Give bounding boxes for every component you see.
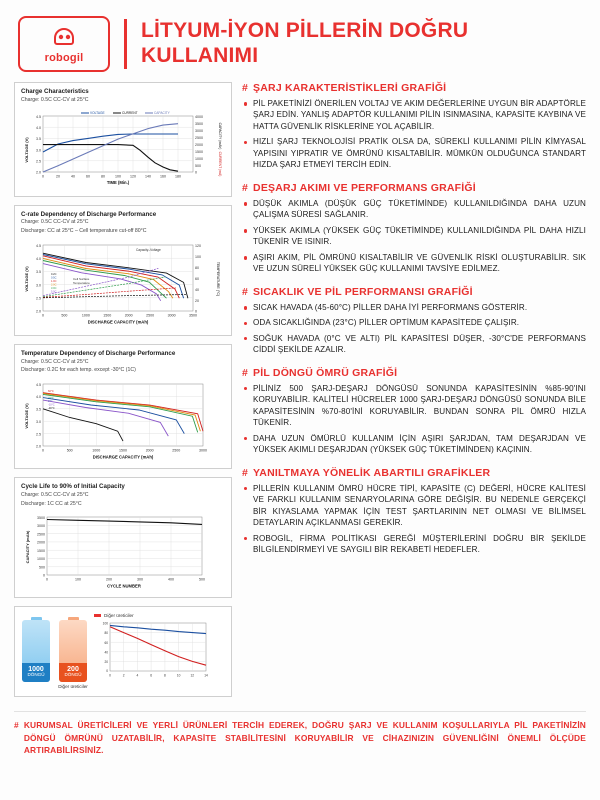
svg-text:3500: 3500 (37, 516, 45, 521)
chart-charge-characteristics (14, 82, 232, 197)
svg-text:2: 2 (122, 673, 125, 678)
svg-text:Cell Surface: Cell Surface (73, 276, 90, 281)
section-heading (242, 467, 586, 479)
svg-text:2500: 2500 (195, 135, 203, 140)
svg-text:3000: 3000 (37, 524, 45, 529)
svg-text:VOLTAGE (V): VOLTAGE (V) (24, 403, 29, 429)
list-item: PİLLERİN KULLANIM ÖMRÜ HÜCRE TİPİ, KAPASİTE (C) DEĞERİ, HÜCRE KALİTESİ VE FARKLI KULLANIM SENARYOLARINA GÖRE DEĞİŞİR. BU NEDENLE GERÇEKÇİ BİR KIYASLAMA YAPMAK İÇİN TEST ŞARTLARININ NET OLMASI VE BİLİMSEL DETAYLARIN AÇIKLANMASI GEREKİR. (242, 483, 586, 529)
svg-text:300: 300 (137, 577, 143, 582)
svg-text:3.0C: 3.0C (51, 286, 57, 290)
svg-text:TIME (Min.): TIME (Min.) (106, 179, 130, 185)
svg-text:0: 0 (42, 448, 44, 453)
svg-text:4.5: 4.5 (36, 382, 41, 387)
svg-text:0.5C: 0.5C (51, 276, 57, 280)
charts-column (14, 82, 232, 705)
section-desarj-akimi (242, 182, 586, 275)
svg-text:60: 60 (195, 276, 199, 281)
svg-text:CYCLE NUMBER: CYCLE NUMBER (107, 583, 141, 589)
svg-text:2.0: 2.0 (36, 170, 41, 174)
svg-text:4: 4 (136, 673, 139, 678)
robot-head-icon (51, 25, 77, 50)
svg-text:500: 500 (61, 313, 68, 318)
svg-text:Temperature: Temperature (73, 280, 90, 285)
svg-text:1000: 1000 (195, 156, 203, 161)
svg-text:2.5: 2.5 (36, 159, 41, 164)
battery-comparison-card (14, 606, 232, 697)
chart-subtitle-2: Discharge: 0.2C for each temp. except -30°C (1C) (21, 367, 136, 374)
chart-canvas (94, 619, 212, 685)
svg-text:20: 20 (195, 298, 199, 303)
svg-text:2500: 2500 (37, 532, 45, 537)
list-item: HIZLI ŞARJ TEKNOLOJİSİ PRATİK OLSA DA, SÜREKLİ KULLANIMI PİLİN KİMYASAL YAPISINI YIPRATIR VE ÖMRÜNÜ KISALTABİLİR. MÜMKÜN OLDUĞUNCA STANDART HIZDA ŞARJ ETMEYİ TERCİH EDİN. (242, 136, 586, 170)
svg-text:80: 80 (101, 174, 105, 178)
svg-text:VOLTAGE (V): VOLTAGE (V) (24, 136, 29, 163)
list-item: DÜŞÜK AKIMLA (DÜŞÜK GÜÇ TÜKETİMİNDE) KULLANILDIĞINDA DAHA UZUN ÇALIŞMA SÜRESİ SAĞLANIR. (242, 198, 586, 221)
svg-text:3500: 3500 (195, 121, 203, 126)
bullet-list (242, 198, 586, 275)
chart-subtitle-2: Discharge: 1C CC at 25°C (21, 500, 82, 507)
svg-text:23°C: 23°C (48, 396, 54, 400)
svg-text:0: 0 (195, 309, 197, 314)
svg-text:2500: 2500 (146, 313, 155, 318)
svg-text:2.5: 2.5 (36, 432, 41, 437)
svg-text:0: 0 (46, 577, 48, 582)
list-item: PİLİNİZ 500 ŞARJ-DEŞARJ DÖNGÜSÜ SONUNDA KAPASİTESİNİN %85-90'INI KORUYABİLİR. KALİTELİ HÜCRELER 1000 ŞARJ-DEŞARJ DÖNGÜSÜ SONUNDA BİLE KAPASİTESİNİN %70-80'İNİ KORUYABİLİR. BUNDAN SONRA PİL ÖMRÜ HIZLA TÜKENİR. (242, 383, 586, 429)
svg-text:40: 40 (195, 287, 199, 292)
section-yaniltici-grafikler (242, 467, 586, 556)
section-heading (242, 286, 586, 298)
svg-text:10: 10 (176, 673, 181, 678)
chart-subtitle: Charge: 0.5C CC-CV at 25°C (21, 219, 89, 226)
svg-text:500: 500 (199, 577, 205, 582)
list-item: PİL PAKETİNİZİ ÖNERİLEN VOLTAJ VE AKIM DEĞERLERİNE UYGUN BİR ADAPTÖRLE ŞARJ EDİN. YANLIŞ ADAPTÖR KULLANIMI PİLİN ISINMASINA, KAPASİTE KAYBINA VE HATTA GÜVENLİK RİSKLERİNE YOL AÇABİLİR. (242, 98, 586, 132)
battery-robogil (21, 617, 51, 690)
svg-text:60°C: 60°C (48, 390, 54, 393)
svg-text:120: 120 (195, 243, 201, 248)
svg-text:1000: 1000 (92, 448, 101, 453)
chart-title: Charge Characteristics (21, 88, 89, 95)
svg-text:-10°C: -10°C (48, 403, 55, 407)
svg-text:4.5: 4.5 (36, 114, 41, 119)
chart-c-rate-discharge (14, 205, 232, 336)
bullet-list (242, 383, 586, 456)
section-heading-text: DEŞARJ AKIMI VE PERFORMANS GRAFİĞİ (253, 181, 476, 194)
svg-text:3000: 3000 (199, 448, 207, 453)
chart-subtitle: Charge: 0.5C CC-CV at 25°C (21, 358, 89, 365)
svg-text:DISCHARGE CAPACITY (mAh): DISCHARGE CAPACITY (mAh) (87, 319, 149, 325)
svg-text:3000: 3000 (195, 128, 203, 133)
section-heading (242, 367, 586, 379)
svg-text:400: 400 (168, 577, 174, 582)
list-item: ROBOGİL, FİRMA POLİTİKASI GEREĞİ MÜŞTERİLERİNİ DOĞRU BİR ŞEKİLDE BİLGİLENDİRMEYİ VE SAYGILI BİR REKABETİ HEDEFLER. (242, 533, 586, 556)
svg-text:100: 100 (115, 174, 121, 178)
svg-text:100: 100 (75, 577, 81, 582)
svg-text:180: 180 (175, 174, 181, 178)
svg-text:DISCHARGE CAPACITY (mAh): DISCHARGE CAPACITY (mAh) (92, 454, 154, 460)
svg-text:0: 0 (42, 174, 44, 178)
chart-title: C-rate Dependency of Discharge Performance (21, 210, 157, 218)
svg-text:0: 0 (109, 673, 111, 678)
legend-label: Diğer üreticiler (104, 613, 134, 619)
section-heading-text: ŞARJ KARAKTERİSTİKLERİ GRAFİĞİ (253, 82, 447, 94)
list-item: SOĞUK HAVADA (0°C VE ALTI) PİL KAPASİTESİ DÜŞER, -30°C'DE PERFORMANS CİDDİ ŞEKİLDE AZALIR. (242, 333, 586, 356)
hash-marker: # (242, 366, 249, 379)
svg-text:CURRENT: CURRENT (122, 110, 138, 115)
svg-text:0.2C: 0.2C (51, 272, 57, 276)
chart-title: Cycle Life to 90% of Initial Capacity (21, 483, 125, 490)
svg-text:0: 0 (195, 170, 197, 174)
svg-text:2000: 2000 (195, 142, 203, 147)
svg-text:0°C: 0°C (48, 400, 53, 404)
hash-marker: # (242, 466, 249, 479)
hash-marker: # (242, 181, 249, 194)
svg-text:3.5: 3.5 (36, 269, 41, 274)
svg-text:4.0: 4.0 (36, 395, 41, 400)
chart-canvas (21, 106, 225, 192)
svg-text:CAPACITY (mAh): CAPACITY (mAh) (218, 122, 222, 149)
bullet-list (242, 98, 586, 171)
svg-text:3.5: 3.5 (36, 407, 41, 412)
bullet-list (242, 483, 586, 556)
chart-subtitle: Charge: 0.5C CC-CV at 25°C (21, 491, 89, 498)
svg-text:45°C: 45°C (48, 393, 54, 397)
svg-text:2.0: 2.0 (36, 309, 41, 314)
chart-title: Temperature Dependency of Discharge Performance (21, 349, 176, 357)
chart-cycle-life (14, 477, 232, 598)
battery-body-icon (59, 620, 87, 682)
svg-text:40: 40 (71, 174, 75, 178)
page-title: LİTYUM-İYON PİLLERİN DOĞRU KULLANIMI (141, 19, 469, 67)
list-item: AŞIRI AKIM, PİL ÖMRÜNÜ KISALTABİLİR VE GÜVENLİK RİSKİ OLUŞTURABİLİR. SIK VE UZUN SÜRELİ YÜKSEK GÜÇ KULLANIMI TAVSİYE EDİLMEZ. (242, 252, 586, 275)
svg-text:2.0: 2.0 (36, 444, 41, 449)
svg-text:CURRENT (mA): CURRENT (mA) (218, 151, 222, 176)
chart-subtitle: Charge: 0.5C CC-CV at 25°C (21, 96, 89, 103)
svg-text:60: 60 (86, 174, 90, 178)
svg-text:14: 14 (204, 673, 208, 678)
section-pil-dongu-omru (242, 367, 586, 456)
misleading-chart-wrap (94, 613, 225, 690)
svg-text:CAPACITY: CAPACITY (154, 110, 170, 115)
brand-name: robogil (44, 51, 84, 64)
section-sicaklik-performans (242, 286, 586, 356)
svg-text:1000: 1000 (37, 557, 45, 562)
battery-caption: Diğer üreticiler (58, 684, 88, 690)
svg-text:1000: 1000 (81, 313, 90, 318)
hash-marker: # (14, 720, 19, 731)
section-heading (242, 82, 586, 94)
svg-text:2000: 2000 (124, 313, 133, 318)
svg-text:2.0C: 2.0C (51, 283, 57, 287)
bullet-list (242, 302, 586, 356)
svg-text:40: 40 (104, 650, 108, 655)
title-wrap (124, 19, 582, 69)
chart-temperature-dependency (14, 344, 232, 469)
svg-text:80: 80 (104, 631, 108, 636)
svg-text:4.0: 4.0 (36, 256, 41, 261)
svg-text:3.0: 3.0 (36, 420, 41, 424)
svg-text:3.0: 3.0 (36, 147, 41, 152)
list-item: SICAK HAVADA (45-60°C) PİLLER DAHA İYİ PERFORMANS GÖSTERİR. (242, 302, 586, 313)
battery-other (58, 617, 88, 690)
svg-text:0: 0 (106, 669, 108, 674)
svg-text:500: 500 (195, 163, 201, 168)
svg-text:VOLTAGE (V): VOLTAGE (V) (24, 266, 29, 292)
svg-text:4.0: 4.0 (36, 125, 41, 130)
svg-text:1500: 1500 (119, 448, 127, 453)
content-area (0, 78, 600, 705)
svg-text:80: 80 (195, 265, 199, 270)
svg-text:4000: 4000 (195, 114, 203, 119)
svg-text:1500: 1500 (37, 549, 45, 554)
svg-text:2.5: 2.5 (36, 296, 41, 301)
svg-text:500: 500 (39, 565, 45, 570)
svg-text:1500: 1500 (195, 149, 203, 154)
svg-text:20: 20 (56, 174, 60, 178)
text-column (242, 82, 586, 705)
svg-text:2000: 2000 (145, 448, 154, 453)
svg-text:100: 100 (195, 254, 201, 259)
battery-cycle-badge: 1000 DÖNGÜ (22, 663, 50, 682)
chart-subtitle-2: Discharge: CC at 25°C – Cell temperature cut-off 80°C (21, 228, 147, 234)
svg-text:4.5: 4.5 (36, 243, 41, 248)
svg-text:1.0C: 1.0C (51, 279, 57, 283)
chart-legend (94, 613, 225, 618)
svg-text:3000: 3000 (167, 313, 176, 318)
section-heading-text: SICAKLIK VE PİL PERFORMANSI GRAFİĞİ (253, 285, 473, 298)
svg-text:200: 200 (106, 577, 112, 582)
svg-text:1500: 1500 (103, 313, 112, 318)
footer-text: KURUMSAL ÜRETİCİLERİ VE YERLİ ÜRÜNLERİ TERCİH EDEREK, DOĞRU ŞARJ VE KULLANIM KOŞULLARIYLA PİL PAKETİNİZİN DÖNGÜ ÖMRÜNÜ UZATABİLİR, KAPASİTE STABİLİTESİNİ KORUYABİLİR VE CİHAZINIZIN GÜVENLİĞİNİ ÖNEMLİ ÖLÇÜDE ARTIRABİLİRSİNİZ. (23, 720, 586, 756)
svg-text:CAPACITY (mAh): CAPACITY (mAh) (25, 530, 30, 564)
svg-text:TEMPERATURE (°C): TEMPERATURE (°C) (216, 261, 220, 296)
svg-text:500: 500 (66, 448, 73, 453)
svg-text:-30°C: -30°C (48, 407, 55, 410)
hash-marker: # (242, 82, 249, 94)
chart-canvas (21, 237, 225, 331)
svg-text:3.0: 3.0 (36, 283, 41, 288)
battery-cycle-badge: 200 DÖNGÜ (59, 663, 87, 682)
section-heading (242, 182, 586, 194)
footer-note (14, 711, 586, 757)
section-sarj-karakteristikleri (242, 82, 586, 171)
svg-text:8: 8 (164, 673, 166, 678)
svg-text:140: 140 (145, 174, 151, 178)
svg-text:20: 20 (104, 660, 108, 665)
svg-text:5.0C: 5.0C (51, 290, 57, 294)
svg-text:2000: 2000 (37, 540, 45, 545)
battery-icons (21, 613, 88, 690)
legend-swatch-icon (94, 614, 101, 617)
svg-text:3.5: 3.5 (36, 136, 41, 141)
hash-marker: # (242, 285, 249, 298)
svg-text:60: 60 (104, 641, 108, 646)
svg-text:2500: 2500 (172, 448, 181, 453)
svg-text:120: 120 (130, 174, 136, 178)
list-item: YÜKSEK AKIMLA (YÜKSEK GÜÇ TÜKETİMİNDE) KULLANILDIĞINDA PİL DAHA HIZLI TÜKENİR VE ISINIR. (242, 225, 586, 248)
list-item: DAHA UZUN ÖMÜRLÜ KULLANIM İÇİN AŞIRI ŞARJDAN, TAM DEŞARJDAN VE YÜKSEK AKIMLI DEŞARJDAN (YÜKSEK GÜÇ TÜKETİMİNDEN) KAÇININ. (242, 433, 586, 456)
svg-text:12: 12 (190, 673, 195, 678)
chart-canvas (21, 376, 225, 464)
svg-text:0: 0 (42, 313, 44, 318)
svg-text:3500: 3500 (189, 313, 197, 318)
list-item: ODA SICAKLIĞINDA (23°C) PİLLER OPTİMUM KAPASİTEDE ÇALIŞIR. (242, 317, 586, 328)
svg-text:VOLTAGE: VOLTAGE (90, 110, 105, 115)
svg-text:6: 6 (150, 673, 152, 678)
svg-text:0: 0 (43, 573, 45, 578)
brand-logo (18, 16, 110, 72)
svg-text:160: 160 (160, 174, 166, 178)
battery-body-icon (22, 620, 50, 682)
chart-canvas (21, 509, 225, 593)
page-header (0, 0, 600, 78)
svg-text:Capacity–Voltage: Capacity–Voltage (136, 247, 161, 252)
section-heading-text: PİL DÖNGÜ ÖMRÜ GRAFİĞİ (253, 366, 398, 379)
svg-text:100: 100 (102, 621, 108, 626)
section-heading-text: YANILTMAYA YÖNELİK ABARTILI GRAFİKLER (253, 466, 491, 479)
